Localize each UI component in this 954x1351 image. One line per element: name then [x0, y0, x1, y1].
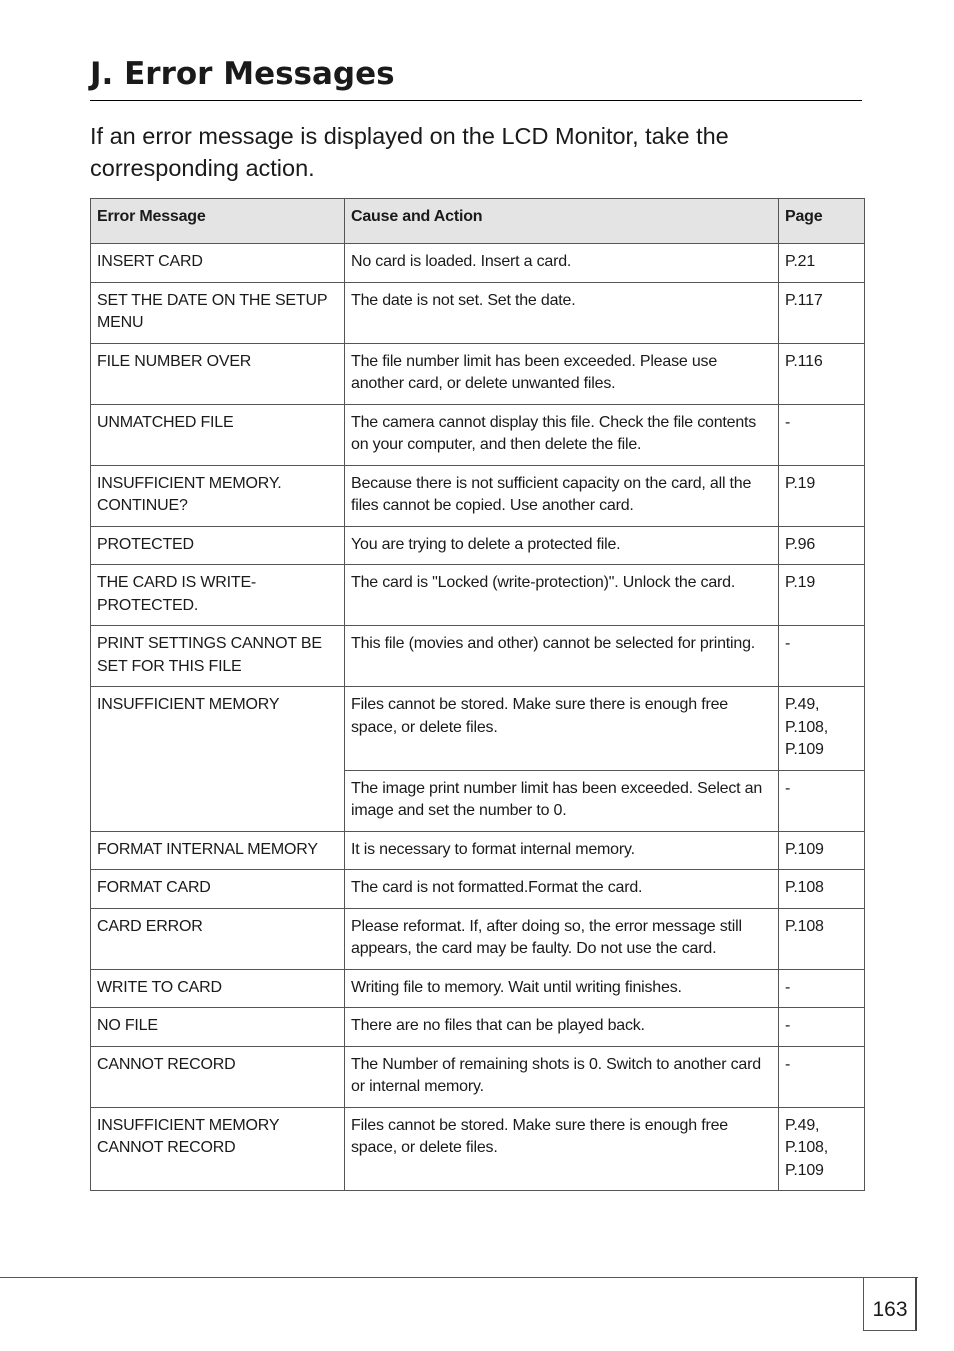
page-ref-cell: P.19 [779, 465, 865, 526]
header-cause-and-action: Cause and Action [345, 199, 779, 244]
cause-action-cell: The file number limit has been exceeded. Please use another card, or delete unwanted files. [345, 343, 779, 404]
cause-action-cell: Files cannot be stored. Make sure there is enough free space, or delete files. [345, 1107, 779, 1191]
error-message-cell: FILE NUMBER OVER [91, 343, 345, 404]
error-message-cell: WRITE TO CARD [91, 969, 345, 1008]
table-row [91, 831, 865, 870]
cause-action-cell: No card is loaded. Insert a card. [345, 244, 779, 283]
page-ref-cell: P.108 [779, 870, 865, 909]
page-ref-cell: - [779, 1046, 865, 1107]
cause-action-cell: The image print number limit has been exceeded. Select an image and set the number to 0. [345, 770, 779, 831]
table-row [91, 908, 865, 969]
cause-action-cell: Please reformat. If, after doing so, the error message still appears, the card may be faulty. Do not use the card. [345, 908, 779, 969]
header-error-message: Error Message [91, 199, 345, 244]
table-row [91, 565, 865, 626]
table-header-row [91, 199, 865, 244]
table-row [91, 244, 865, 283]
cause-action-cell: Files cannot be stored. Make sure there is enough free space, or delete files. [345, 687, 779, 771]
page-ref-cell: P.117 [779, 282, 865, 343]
error-message-cell: PROTECTED [91, 526, 345, 565]
footer-rule [0, 1277, 918, 1278]
table-row [91, 870, 865, 909]
error-messages-table [90, 198, 865, 1191]
page-ref-cell: - [779, 1008, 865, 1047]
error-message-cell: INSUFFICIENT MEMORY [91, 687, 345, 832]
error-message-cell: UNMATCHED FILE [91, 404, 345, 465]
cause-action-cell: Because there is not sufficient capacity on the card, all the files cannot be copied. Use another card. [345, 465, 779, 526]
cause-action-cell: The card is not formatted.Format the card. [345, 870, 779, 909]
header-page: Page [779, 199, 865, 244]
table-row [91, 1046, 865, 1107]
intro-text: If an error message is displayed on the LCD Monitor, take the corresponding action. [90, 123, 729, 181]
page-ref-cell: P.49, P.108, P.109 [779, 1107, 865, 1191]
page-ref-cell: P.96 [779, 526, 865, 565]
table-row [91, 687, 865, 771]
cause-action-cell: There are no files that can be played back. [345, 1008, 779, 1047]
table-row [91, 343, 865, 404]
page-ref-cell: - [779, 770, 865, 831]
error-message-cell: INSUFFICIENT MEMORY CANNOT RECORD [91, 1107, 345, 1191]
page-ref-cell: P.19 [779, 565, 865, 626]
cause-action-cell: This file (movies and other) cannot be selected for printing. [345, 626, 779, 687]
cause-action-cell: The Number of remaining shots is 0. Switch to another card or internal memory. [345, 1046, 779, 1107]
cause-action-cell: The camera cannot display this file. Check the file contents on your computer, and then delete the file. [345, 404, 779, 465]
cause-action-cell: The card is "Locked (write-protection)". Unlock the card. [345, 565, 779, 626]
error-message-cell: PRINT SETTINGS CANNOT BE SET FOR THIS FILE [91, 626, 345, 687]
page-ref-cell: P.116 [779, 343, 865, 404]
table-row [91, 1008, 865, 1047]
error-message-cell: FORMAT CARD [91, 870, 345, 909]
page-ref-cell: - [779, 969, 865, 1008]
page-number: 163 [872, 1298, 908, 1321]
page-ref-cell: - [779, 404, 865, 465]
error-message-cell: FORMAT INTERNAL MEMORY [91, 831, 345, 870]
error-message-cell: CANNOT RECORD [91, 1046, 345, 1107]
page-ref-cell: P.21 [779, 244, 865, 283]
page-title: J. Error Messages [90, 52, 862, 101]
error-message-cell: THE CARD IS WRITE-PROTECTED. [91, 565, 345, 626]
table-row [91, 282, 865, 343]
page-ref-cell: - [779, 626, 865, 687]
error-message-cell: INSUFFICIENT MEMORY. CONTINUE? [91, 465, 345, 526]
cause-action-cell: Writing file to memory. Wait until writing finishes. [345, 969, 779, 1008]
cause-action-cell: The date is not set. Set the date. [345, 282, 779, 343]
error-message-cell: INSERT CARD [91, 244, 345, 283]
page-ref-cell: P.109 [779, 831, 865, 870]
page-ref-cell: P.49, P.108, P.109 [779, 687, 865, 771]
table-row [91, 969, 865, 1008]
error-message-cell: CARD ERROR [91, 908, 345, 969]
cause-action-cell: You are trying to delete a protected file. [345, 526, 779, 565]
error-message-cell: SET THE DATE ON THE SETUP MENU [91, 282, 345, 343]
table-row [91, 1107, 865, 1191]
table-row [91, 526, 865, 565]
error-message-cell: NO FILE [91, 1008, 345, 1047]
table-row [91, 404, 865, 465]
cause-action-cell: It is necessary to format internal memory. [345, 831, 779, 870]
table-row [91, 465, 865, 526]
table-row [91, 626, 865, 687]
page-ref-cell: P.108 [779, 908, 865, 969]
